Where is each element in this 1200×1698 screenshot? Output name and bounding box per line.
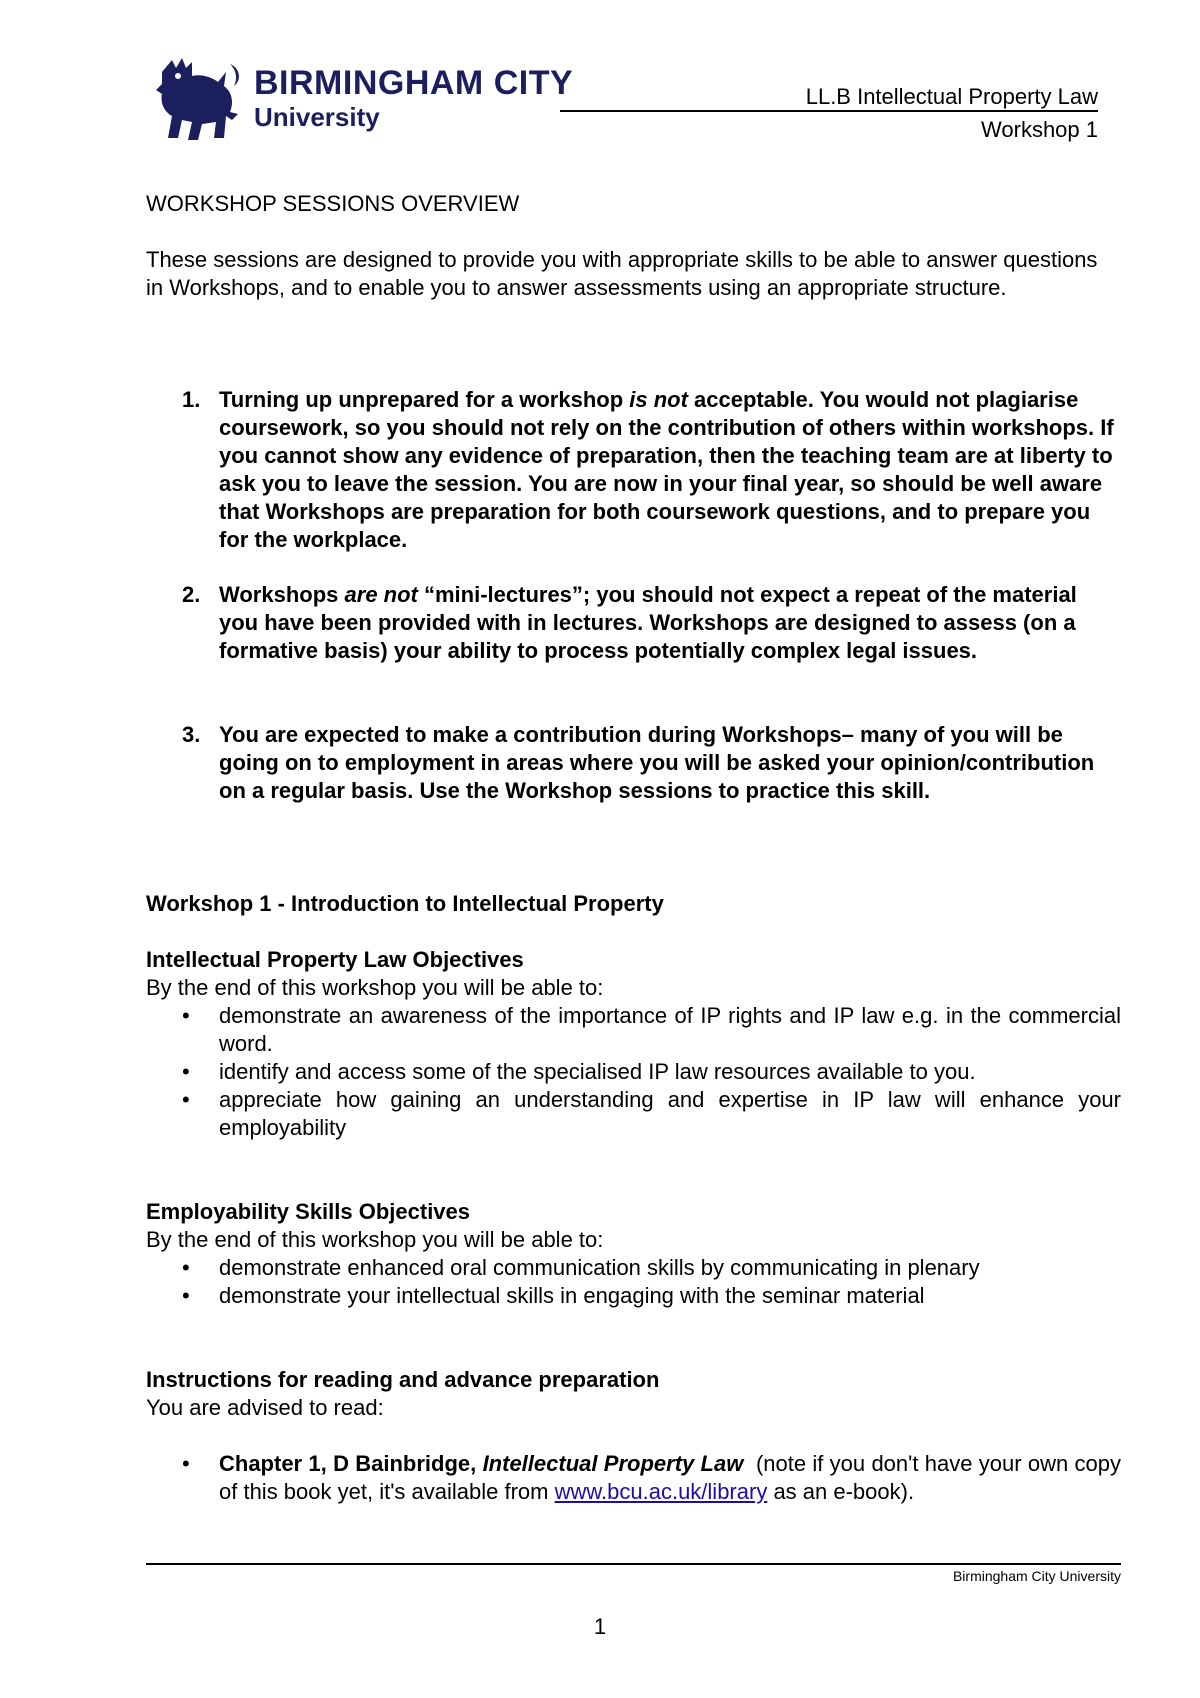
rule-number: 3. [182, 722, 201, 747]
logo-wordmark-line1: BIRMINGHAM CITY [254, 64, 574, 102]
rule-item-3 [146, 721, 1121, 805]
bullet-icon: • [182, 1255, 190, 1280]
reading-section [146, 1366, 1128, 1506]
rule-item-2 [146, 581, 1121, 665]
rule-emphasis: are not [344, 582, 418, 607]
lion-crest-icon [152, 54, 244, 144]
list-item-text: identify and access some of the specialised IP law resources available to you. [219, 1059, 976, 1084]
overview-intro: These sessions are designed to provide you with appropriate skills to be able to answer questions in Workshops, and to enable you to answer assessments using an appropriate structure. [146, 247, 1098, 300]
list-item [146, 1086, 1121, 1142]
list-item-text: demonstrate your intellectual skills in engaging with the seminar material [219, 1283, 925, 1308]
list-item [146, 1002, 1121, 1058]
logo-wordmark-line2: University [254, 102, 380, 132]
list-item [146, 1282, 1121, 1310]
university-logo [152, 54, 574, 144]
rule-text: You are expected to make a contribution during Workshops– many of you will be going on to employment in areas where you will be asked your opinion/contribution on a regular basis. Use the Workshop sessions to practice this skill. [219, 722, 1095, 803]
ip-objectives-section [146, 946, 1121, 1142]
rule-number: 1. [182, 387, 201, 412]
rule-text-cont: “mini-lectures”; you should not expect a repeat of the material you have been provided with in lectures. Workshops are designed to assess (on a formative basis) your ability to process potentially complex legal issues. [219, 582, 1077, 663]
reading-note: (note if you don't have your own copy of this book yet, it's available from [219, 1451, 1128, 1504]
rule-emphasis: is not [629, 387, 688, 412]
overview-heading: WORKSHOP SESSIONS OVERVIEW [146, 191, 520, 216]
reading-chapter: Chapter 1, D Bainbridge, [219, 1451, 483, 1476]
workshop-title: Workshop 1 - Introduction to Intellectual Property [146, 891, 664, 916]
list-item [146, 1450, 1128, 1506]
library-link[interactable]: www.bcu.ac.uk/library [554, 1479, 768, 1504]
header-workshop-label: Workshop 1 [981, 117, 1098, 142]
book-title: Intellectual Property Law [482, 1451, 744, 1476]
bullet-icon: • [182, 1283, 190, 1308]
reading-lead: You are advised to read: [146, 1395, 384, 1420]
ip-objectives-heading: Intellectual Property Law Objectives [146, 947, 524, 972]
bullet-icon: • [182, 1003, 190, 1028]
emp-objectives-section [146, 1198, 1121, 1310]
bullet-icon: • [182, 1059, 190, 1084]
rule-text: Workshops [219, 582, 345, 607]
list-item-text: demonstrate enhanced oral communication skills by communicating in plenary [219, 1255, 980, 1280]
page-number: 1 [593, 1614, 607, 1639]
list-item-text: appreciate how gaining an understanding and expertise in IP law will enhance your employability [219, 1087, 1121, 1140]
reading-note-end: as an e-book). [767, 1479, 915, 1504]
emp-objectives-lead: By the end of this workshop you will be able to: [146, 1227, 604, 1252]
ip-objectives-lead: By the end of this workshop you will be able to: [146, 975, 604, 1000]
emp-objectives-heading: Employability Skills Objectives [146, 1199, 471, 1224]
list-item-text: demonstrate an awareness of the importance of IP rights and IP law e.g. in the commercial word. [219, 1003, 1121, 1056]
list-item [146, 1254, 1121, 1282]
bullet-icon: • [182, 1087, 190, 1112]
list-item [146, 1058, 1121, 1086]
reading-heading: Instructions for reading and advance preparation [146, 1367, 660, 1392]
header-course-title: LL.B Intellectual Property Law [805, 84, 1098, 109]
rule-text: Turning up unprepared for a workshop [219, 387, 630, 412]
rule-number: 2. [182, 582, 201, 607]
footer-org: Birmingham City University [952, 1568, 1121, 1584]
header-rule [560, 110, 1098, 112]
bullet-icon: • [182, 1451, 190, 1476]
rule-item-1 [146, 386, 1121, 554]
rule-text-cont: acceptable. You would not plagiarise coursework, so you should not rely on the contribution of others within workshops. If you cannot show any evidence of preparation, then the teaching team are at liberty to ask you to leave the session. You are now in your final year, so should be well aware that Workshops are preparation for both coursework questions, and to prepare you for the workplace. [219, 387, 1114, 552]
footer-rule [146, 1563, 1121, 1565]
